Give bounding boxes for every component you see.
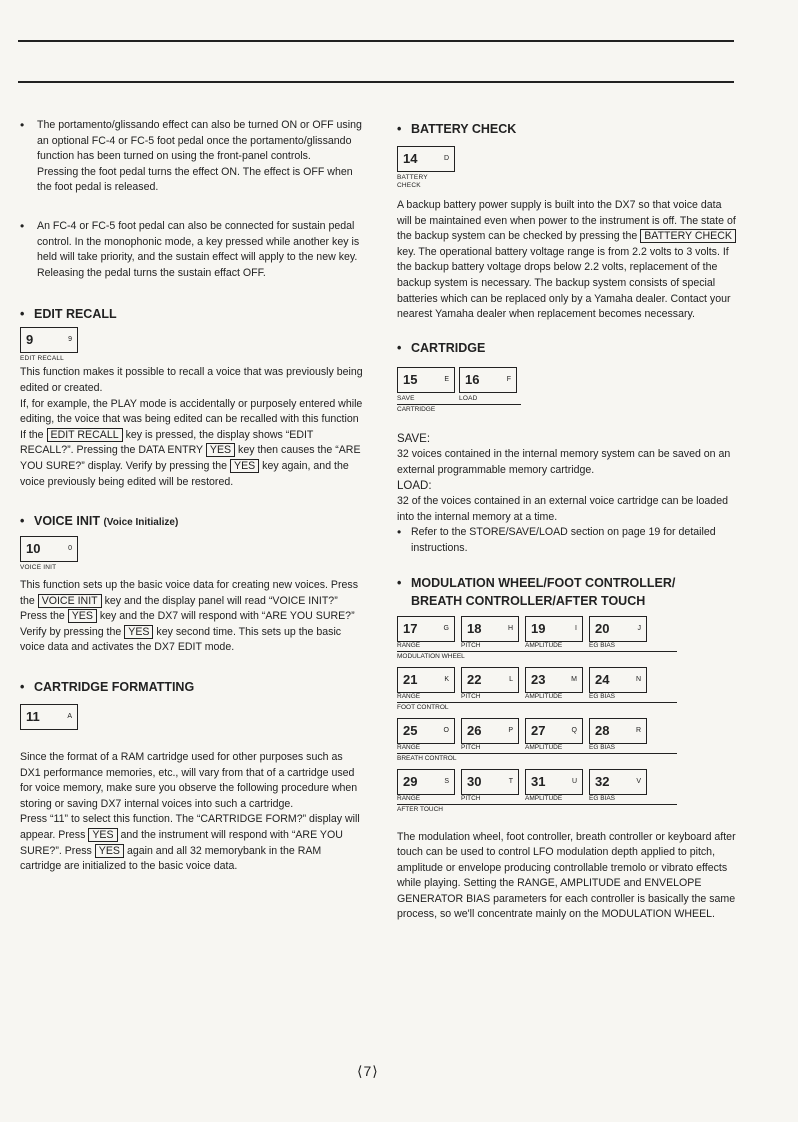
modulation-key [461, 769, 519, 795]
modulation-key [461, 718, 519, 744]
modulation-p: The modulation wheel, foot controller, breath controller or keyboard after touch can be used to control LFO modulation depth applied to pitch, amplitude or envelope producing controllable tremolo or vibrato effects while playing. Setting the RANGE, AMPLITUDE and ENVELOPE GENERATOR BIAS parameters for each controller is basically the same process, so we'll concentrate mainly on the MODULATION WHEEL. [397, 830, 736, 921]
yes-inline-key: YES [206, 443, 235, 457]
key-letter: T [508, 777, 513, 785]
cart-format-key [20, 704, 78, 730]
text-run: and the instrument will respond with “ARE YOU SURE?”. Press [20, 829, 343, 857]
battery-heading: • BATTERY CHECK [397, 120, 737, 138]
modulation-key-row [397, 718, 737, 744]
yes-inline-key: YES [124, 625, 153, 639]
key-letter: F [506, 375, 511, 383]
key-letter: D [443, 155, 449, 162]
key-caption-1: BATTERY [397, 174, 428, 181]
heading-text: VOICE INIT [34, 514, 100, 529]
key-caption: EG BIAS [589, 743, 616, 751]
text-run: key then causes the “ARE YOU SURE?” display. Verify by pressing the [20, 444, 361, 472]
key-letter: U [571, 777, 577, 785]
portamento-text: • The portamento/glissando effect can also be turned ON or OFF using an optional FC-4 or FC-5 foot pedal once the portamento/glissando function has been turned on using the front-panel controls. [37, 119, 362, 163]
yes-inline-key: YES [68, 609, 97, 623]
modulation-key [525, 718, 583, 744]
modulation-key-row [397, 769, 737, 795]
key-caption: SAVE [397, 394, 415, 402]
cartridge-keys [397, 363, 737, 403]
key-number: 27 [531, 722, 546, 738]
key-letter: 9 [68, 336, 72, 344]
refer-text: • Refer to the STORE/SAVE/LOAD section on page 19 for detailed instructions. [411, 526, 716, 554]
key-caption: EDIT RECALL [20, 355, 64, 363]
modulation-key [589, 769, 647, 795]
key-caption: PITCH [461, 692, 481, 700]
key-caption: AMPLITUDE [525, 692, 563, 700]
save-text: 32 voices contained in the internal memory system can be saved on an external programmable memory cartridge. [397, 448, 731, 476]
voice-init-section [20, 512, 365, 656]
modulation-captions [397, 693, 737, 701]
key-number: 18 [467, 620, 482, 636]
heading-line-2: BREATH CONTROLLER/AFTER TOUCH [411, 593, 646, 608]
key-letter: H [507, 624, 513, 632]
modulation-section [397, 574, 737, 924]
yes-inline-key: YES [88, 828, 117, 842]
modulation-key [397, 616, 455, 642]
save-key-col [397, 363, 455, 403]
modulation-group-label: FOOT CONTROL [397, 702, 677, 712]
modulation-key [461, 616, 519, 642]
load-label: LOAD: [397, 479, 432, 492]
key-number: 23 [531, 671, 546, 687]
voice-init-key [20, 536, 78, 562]
yes-inline-key: YES [95, 844, 124, 858]
text-run: key second time. This sets up the basic voice data and activates the DX7 EDIT mode. [20, 625, 342, 654]
edit-recall-key [20, 327, 78, 353]
text-run: key and the DX7 will respond with “ARE YOU SURE?” Verify by pressing the [20, 610, 355, 638]
key-number: 28 [595, 722, 610, 738]
key-number: 26 [467, 722, 482, 738]
voice-init-inline-key: VOICE INIT [38, 594, 102, 608]
key-number: 19 [531, 620, 546, 636]
edit-recall-p3 [20, 428, 365, 490]
key-number: 32 [595, 773, 610, 789]
modulation-key [461, 667, 519, 693]
modulation-captions [397, 795, 737, 803]
text-run: Press “11” to select this function. The “CARTRIDGE FORM?” display will appear. Press [20, 813, 360, 842]
key-caption: RANGE [397, 641, 421, 649]
battery-check-inline-key: BATTERY CHECK [640, 229, 736, 243]
modulation-captions [397, 642, 737, 650]
voice-init-p [20, 578, 365, 656]
key-number: 15 [403, 371, 418, 387]
voice-init-heading [20, 512, 365, 532]
modulation-key [525, 616, 583, 642]
key-number: 29 [403, 773, 418, 789]
key-letter: G [443, 624, 449, 632]
heading-line-1: • MODULATION WHEEL/FOOT CONTROLLER/ [411, 575, 676, 590]
text-run: This function sets up the basic voice data for creating new voices. Press the [20, 579, 358, 607]
key-number: 30 [467, 773, 482, 789]
key-letter: Q [571, 726, 577, 734]
key-letter: L [509, 675, 513, 683]
modulation-group-label: AFTER TOUCH [397, 804, 677, 814]
key-caption: EG BIAS [589, 692, 616, 700]
key-number: 22 [467, 671, 482, 687]
key-number: 31 [531, 773, 546, 789]
key-number: 11 [26, 709, 40, 725]
key-caption: EG BIAS [589, 641, 616, 649]
key-caption: AMPLITUDE [525, 794, 563, 802]
edit-recall-heading: • EDIT RECALL [20, 305, 365, 323]
modulation-key-row [397, 616, 737, 642]
key-caption: RANGE [397, 794, 421, 802]
modulation-key [397, 718, 455, 744]
key-letter: M [571, 675, 577, 683]
page-number: ⟨7⟩ [357, 1063, 379, 1079]
top-rule [18, 40, 734, 42]
key-number: 20 [595, 620, 610, 636]
key-caption: AMPLITUDE [525, 641, 563, 649]
modulation-heading [397, 574, 737, 610]
cartridge-group-label: CARTRIDGE [397, 404, 521, 414]
key-letter: S [444, 777, 449, 785]
text-run: key. The operational battery voltage range is from 2.2 volts to 3 volts. If the backup battery voltage drops below 2.2 volts, replacement of the backup system is necessary. The backup system consists of special batteries which can be replaced only by a Yamaha dealer. Contact your nearest Yamaha dealer when replacement becomes necessary. [397, 245, 731, 321]
key-caption: VOICE INIT [20, 564, 57, 572]
battery-p [397, 198, 737, 323]
key-caption: EG BIAS [589, 794, 616, 802]
key-number: 10 [26, 541, 41, 557]
portamento-text-2: Pressing the foot pedal turns the effect ON. The effect is OFF when the foot pedal is released. [37, 165, 353, 194]
load-text: 32 of the voices contained in an external voice cartridge can be loaded into the internal memory at a time. [397, 495, 728, 523]
key-caption: AMPLITUDE [525, 743, 563, 751]
right-column [397, 118, 737, 923]
text-run: A backup battery power supply is built into the DX7 so that voice data will be maintained even when power to the instrument is off. The state of the backup system can be checked by pressing the [397, 199, 736, 243]
key-number: 17 [403, 620, 418, 636]
key-letter: E [444, 375, 449, 383]
key-letter: A [67, 713, 72, 721]
cart-format-p1: Since the format of a RAM cartridge used for other purposes such as DX1 performance memories, etc., will vary from that of a cartridge used for voice memory, make sure you observe the following procedure when storing or saving DX7 internal voices into such a cartridge. [20, 751, 358, 810]
modulation-group [397, 667, 737, 712]
edit-recall-p2: If, for example, the PLAY mode is accidentally or purposely entered while editing, the voice that was being edited can be recalled with this function [20, 397, 363, 426]
modulation-key [589, 718, 647, 744]
modulation-group [397, 769, 737, 814]
modulation-key [397, 667, 455, 693]
edit-recall-p1: This function makes it possible to recall a voice that was previously being edited or created. [20, 366, 363, 394]
modulation-group [397, 616, 737, 661]
modulation-key [589, 616, 647, 642]
key-letter: P [508, 726, 513, 734]
battery-section [397, 120, 737, 323]
cart-format-section [20, 678, 365, 875]
key-letter: 0 [68, 545, 72, 553]
save-label: SAVE: [397, 432, 431, 445]
key-caption: RANGE [397, 692, 421, 700]
modulation-key [589, 667, 647, 693]
key-letter: V [636, 777, 641, 785]
key-number: 9 [26, 332, 34, 348]
load-key [459, 367, 517, 393]
modulation-key [525, 769, 583, 795]
key-letter: K [444, 675, 449, 683]
yes-inline-key: YES [230, 459, 259, 473]
modulation-key [525, 667, 583, 693]
portamento-bullet [20, 118, 365, 196]
modulation-key-row [397, 667, 737, 693]
text-run: If the [20, 428, 44, 441]
key-letter: N [635, 675, 641, 683]
modulation-groups [397, 616, 737, 814]
key-number: 14 [403, 151, 418, 166]
key-letter: O [443, 726, 449, 734]
modulation-captions [397, 744, 737, 752]
modulation-group [397, 718, 737, 763]
modulation-group-label: BREATH CONTROL [397, 753, 677, 763]
cart-format-p2 [20, 812, 365, 874]
key-number: 21 [403, 671, 418, 687]
key-letter: R [635, 726, 641, 734]
key-letter: I [575, 624, 577, 632]
key-letter: J [637, 624, 641, 632]
text-run: key and the display panel will read “VOICE INIT?” Press the [20, 594, 338, 623]
battery-key [397, 146, 455, 172]
key-number: 24 [595, 671, 610, 687]
cartridge-section [397, 339, 737, 557]
key-caption: PITCH [461, 641, 481, 649]
modulation-key [397, 769, 455, 795]
sustain-text-2: Releasing the pedal turns the sustain effact OFF. [37, 266, 266, 279]
key-number: 25 [403, 722, 418, 738]
sustain-bullet [20, 219, 365, 281]
sustain-text: • An FC-4 or FC-5 foot pedal can also be connected for sustain pedal control. In the monophonic mode, a key pressed while another key is held will take priority, and the sustain effect will apply to the new key. [37, 219, 360, 264]
text-run: key is pressed, the display shows “EDIT RECALL?”. Pressing the DATA ENTRY [20, 428, 314, 457]
refer-bullet [397, 525, 737, 556]
text-run: key again, and the voice previously being edited will be restored. [20, 459, 349, 488]
header-rule [18, 81, 734, 83]
edit-recall-inline-key: EDIT RECALL [47, 428, 123, 442]
key-caption: PITCH [461, 743, 481, 751]
key-caption: RANGE [397, 743, 421, 751]
key-caption: PITCH [461, 794, 481, 802]
cartridge-heading: • CARTRIDGE [397, 339, 737, 357]
save-key [397, 367, 455, 393]
cart-format-heading: • CARTRIDGE FORMATTING [20, 678, 365, 696]
key-caption: LOAD [459, 394, 478, 402]
load-key-col [459, 363, 517, 403]
modulation-group-label: MODULATION WHEEL [397, 651, 677, 661]
key-caption-2: CHECK [397, 182, 421, 189]
heading-sub: (Voice Initialize) [103, 517, 179, 529]
key-number: 16 [465, 371, 480, 387]
left-column [20, 118, 365, 875]
edit-recall-section [20, 305, 365, 490]
text-run: again and all 32 memorybank in the RAM cartridge are initialized to the basic voice data. [20, 844, 322, 873]
